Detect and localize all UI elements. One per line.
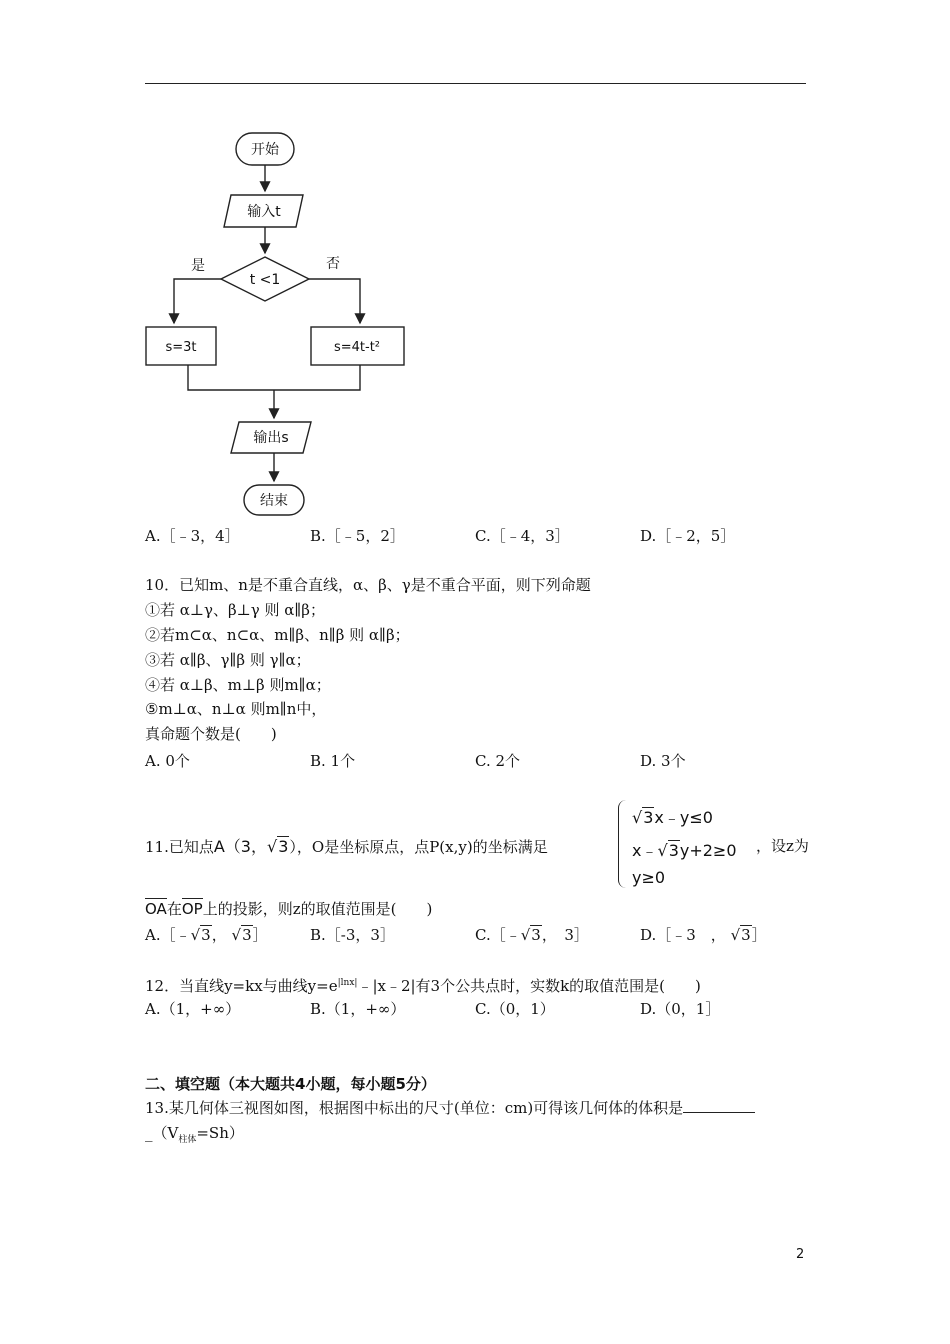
q11-line2-post: 上的投影，则z的取值范围是( ) (202, 900, 433, 918)
output-label: 输出s (253, 430, 289, 446)
q13-line2 (145, 1123, 244, 1150)
vector-op: OP (181, 900, 203, 918)
q11-line2 (145, 898, 432, 919)
q11-constraint-3: y≥0 (632, 868, 666, 887)
q13-line2-pre: _（V (145, 1124, 179, 1142)
q13-stem (145, 1098, 755, 1118)
q10-statement-3: ③若 α∥β、γ∥β 则 γ∥α； (145, 651, 311, 669)
q10-statement-1: ①若 α⊥γ、β⊥γ 则 α∥β； (145, 601, 325, 619)
q11-option-a-pre: A.［﹣ (145, 926, 191, 944)
q12-option-d: D.（0，1］ (640, 1000, 721, 1018)
q13-stem-text: 13.某几何体三视图如图，根据图中标出的尺寸(单位：cm)可得该几何体的体积是 (145, 1099, 684, 1117)
q11-stem: 11.已知点A（3，√3），O是坐标原点，点P(x,y)的坐标满足 (145, 837, 548, 856)
q10-option-d: D. 3个 (640, 752, 686, 770)
q11-stem-pre: 11.已知点 (145, 838, 214, 856)
q10-statement-2: ②若m⊂α、n⊂α、m∥β、n∥β 则 α∥β； (145, 626, 410, 644)
flowchart (140, 125, 420, 520)
q9-option-a: A.［﹣3，4］ (145, 527, 240, 545)
q13-subscript: 柱体 (178, 1135, 197, 1145)
q12-option-b: B.（1，+∞） (310, 1000, 406, 1018)
page-number: 2 (796, 1247, 805, 1262)
q11-sqrt3: 3 (278, 837, 289, 856)
q11-line2-mid: 在 (166, 900, 182, 918)
q11-option-d: D.［﹣3 ， √3］ (640, 926, 767, 944)
q13-answer-blank (683, 1098, 755, 1113)
q11-constraint-2: x﹣√3y+2≥0 (632, 841, 737, 860)
header-rule (145, 83, 806, 84)
q10-question: 真命题个数是( ) (145, 725, 277, 743)
q10-statement-5: ⑤m⊥α、n⊥α 则m∥n中， (145, 700, 327, 718)
q9-option-b: B.［﹣5，2］ (310, 527, 405, 545)
no-box-label: s=4t-t² (333, 340, 381, 355)
q11-option-a-mid: ， (211, 926, 227, 944)
q11-option-a-post: ］ (252, 926, 268, 944)
q12-exponent: |lnx| (337, 978, 358, 988)
q11-constraint-2-pre: x﹣ (632, 841, 658, 860)
q11-point-a: A（3， (213, 837, 267, 856)
q12-stem (145, 973, 701, 996)
q13-line2-post: =Sh） (196, 1124, 244, 1142)
vector-oa: OA (145, 900, 167, 918)
q12-option-c: C.（0，1） (475, 1000, 555, 1018)
q12-stem-post: ﹣|x﹣2|有3个公共点时，实数k的取值范围是( ) (357, 977, 701, 995)
section-2-heading: 二、填空题（本大题共4小题，每小题5分） (145, 1075, 436, 1093)
q12-option-a: A.（1，+∞） (145, 1000, 241, 1018)
input-label: 输入t (247, 204, 281, 220)
q12-stem-pre: 12．当直线y=kx与曲线y=e (145, 977, 338, 995)
yes-label: 是 (191, 258, 205, 274)
q11-option-b: B.［-3，3］ (310, 926, 395, 944)
q11-constraint-1-text: x﹣y≤0 (654, 808, 713, 827)
q11-option-c-pre: C.［﹣ (475, 926, 521, 944)
q11-stem-post: ，设z为 (756, 837, 809, 855)
q11-stem-mid: ），O是坐标原点，点P(x,y)的坐标满足 (289, 838, 548, 856)
q10-option-c: C. 2个 (475, 752, 521, 770)
yes-box-label: s=3t (165, 340, 197, 355)
q11-option-d-pre: D.［﹣3 ， (640, 926, 726, 944)
condition-label: t <1 (249, 272, 281, 288)
q10-stem: 10．已知m、n是不重合直线，α、β、γ是不重合平面，则下列命题 (145, 576, 591, 594)
q11-system-brace (618, 800, 629, 888)
q11-option-c: C.［﹣√3， 3］ (475, 926, 589, 944)
q10-option-a: A. 0个 (145, 752, 190, 770)
q10-option-b: B. 1个 (310, 752, 356, 770)
q10-statement-4: ④若 α⊥β、m⊥β 则m∥α； (145, 676, 331, 694)
q11-constraint-2-post: y+2≥0 (679, 841, 737, 860)
q9-option-d: D.［﹣2，5］ (640, 527, 736, 545)
end-label: 结束 (260, 493, 288, 509)
start-label: 开始 (251, 142, 279, 158)
q11-option-c-post: ， 3］ (541, 926, 589, 944)
q9-option-c: C.［﹣4，3］ (475, 527, 570, 545)
q11-option-a: A.［﹣√3， √3］ (145, 926, 268, 944)
no-label: 否 (326, 256, 340, 272)
q11-constraint-1: √3x﹣y≤0 (632, 808, 713, 827)
q11-option-d-post: ］ (751, 926, 767, 944)
